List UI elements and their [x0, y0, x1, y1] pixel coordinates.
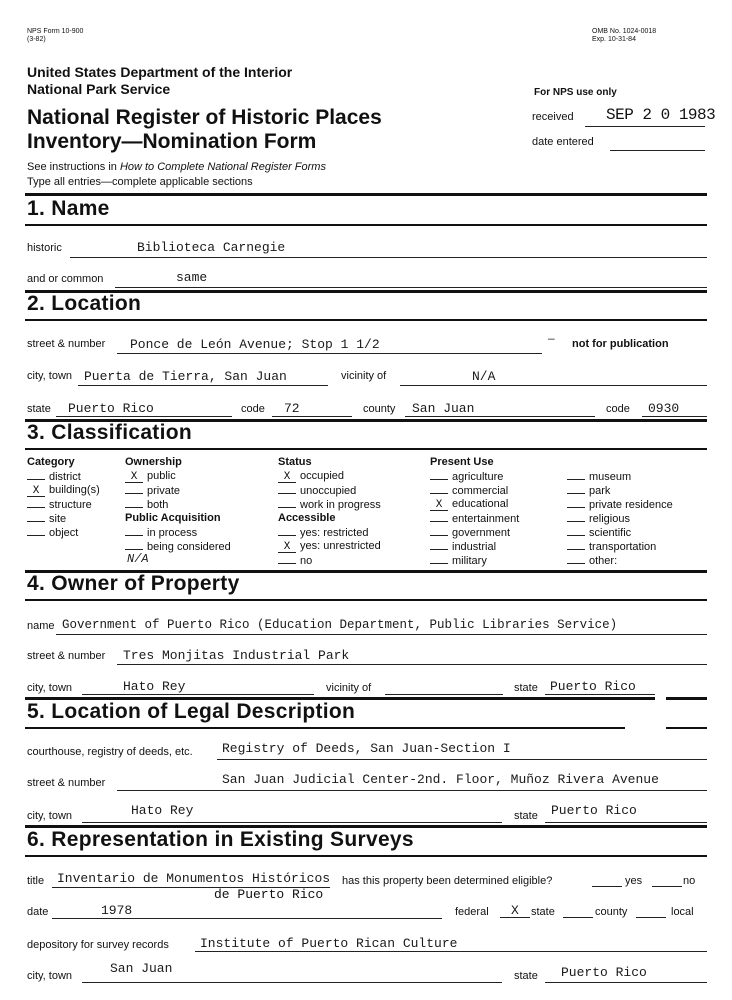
vicinity-label: vicinity of — [341, 370, 387, 382]
checkbox-row[interactable] — [567, 497, 673, 511]
county-survey-label: county — [595, 906, 628, 918]
owner-city-value: Hato Rey — [123, 679, 186, 694]
checkbox-mark[interactable] — [430, 469, 448, 480]
checkbox-row[interactable] — [567, 539, 673, 553]
legal-state-value: Puerto Rico — [551, 803, 637, 818]
depository-city-label: city, town — [27, 970, 73, 982]
present-use-group-2 — [567, 469, 673, 567]
checkbox-label: transportation — [589, 541, 657, 553]
checkbox-label: public — [147, 470, 176, 482]
form-number: NPS Form 10-900 — [27, 28, 84, 35]
owner-state-value: Puerto Rico — [550, 679, 636, 694]
eligible-no-label: no — [683, 875, 696, 887]
checkbox-label: industrial — [452, 541, 497, 553]
checkbox-mark[interactable] — [567, 511, 585, 522]
expiration-date: Exp. 10-31-84 — [592, 36, 636, 43]
present-use-title: Present Use — [430, 456, 494, 468]
local-survey-label: local — [671, 906, 694, 918]
omb-number: OMB No. 1024-0018 — [592, 28, 657, 35]
city-town-label: city, town — [27, 370, 73, 382]
checkbox-row[interactable] — [27, 525, 100, 539]
street-number-label: street & number — [27, 338, 106, 350]
checkbox-mark[interactable] — [278, 497, 296, 508]
checkbox-label: building(s) — [49, 484, 100, 496]
checkbox-mark[interactable] — [27, 511, 45, 522]
checkbox-mark[interactable]: X — [430, 500, 448, 511]
received-label: received — [532, 111, 574, 123]
depository-label: depository for survey records — [27, 939, 169, 951]
form-date: (3-82) — [27, 36, 46, 43]
checkbox-mark[interactable] — [125, 497, 143, 508]
county-label: county — [363, 403, 396, 415]
survey-date-value: 1978 — [101, 903, 133, 918]
county-code-label: code — [606, 403, 630, 415]
checkbox-label: occupied — [300, 470, 345, 482]
legal-city-label: city, town — [27, 810, 73, 822]
checkbox-label: no — [300, 555, 313, 567]
eligible-question: has this property been determined eligible? — [342, 875, 553, 887]
checkbox-mark[interactable] — [567, 553, 585, 564]
checkbox-label: in process — [147, 527, 198, 539]
ownership-group — [125, 455, 231, 553]
legal-state-label: state — [514, 810, 538, 822]
received-stamp: SEP 2 0 1983 — [606, 106, 716, 124]
checkbox-mark[interactable] — [27, 497, 45, 508]
checkbox-row[interactable] — [430, 469, 519, 483]
checkbox-mark[interactable] — [430, 539, 448, 550]
state-survey-mark: X — [511, 903, 519, 918]
state-code-label: code — [241, 403, 265, 415]
not-for-publication-label: not for publication — [572, 338, 669, 350]
checkbox-mark[interactable] — [27, 525, 45, 536]
checkbox-row[interactable] — [430, 539, 519, 553]
checkbox-mark[interactable] — [430, 525, 448, 536]
nps-use-label: For NPS use only — [534, 87, 617, 98]
checkbox-label: work in progress — [300, 499, 381, 511]
checkbox-label: educational — [452, 498, 509, 510]
eligible-yes-label: yes — [625, 875, 643, 887]
checkbox-label: site — [49, 513, 67, 525]
checkbox-row[interactable] — [278, 497, 381, 511]
courthouse-value: Registry of Deeds, San Juan-Section I — [222, 741, 511, 756]
checkbox-label: unoccupied — [300, 485, 357, 497]
checkbox-row[interactable] — [125, 497, 231, 511]
instructions-line1: See instructions in How to Complete National Register Forms — [27, 161, 326, 173]
checkbox-label: religious — [589, 513, 630, 525]
department: United States Department of the Interior — [27, 64, 293, 80]
instructions-line2: Type all entries—complete applicable sections — [27, 176, 253, 188]
checkbox-mark[interactable] — [278, 525, 296, 536]
checkbox-label: private residence — [589, 499, 673, 511]
legal-street-label: street & number — [27, 777, 106, 789]
checkbox-row[interactable] — [567, 483, 673, 497]
section-2-heading: 2. Location — [27, 292, 142, 315]
owner-state-label: state — [514, 682, 538, 694]
street-value: Ponce de León Avenue; Stop 1 1/2 — [130, 337, 380, 352]
form-title-line1: National Register of Historic Places — [27, 106, 382, 129]
checkbox-mark[interactable] — [430, 553, 448, 564]
acquisition-note: N/A — [127, 552, 149, 566]
historic-name-value: Biblioteca Carnegie — [137, 240, 286, 255]
present-use-group — [430, 455, 519, 567]
checkbox-mark[interactable]: X — [27, 486, 45, 497]
legal-street-value: San Juan Judicial Center-2nd. Floor, Muñoz Rivera Avenue — [222, 772, 659, 787]
checkbox-label: object — [49, 527, 79, 539]
form-title-line2: Inventory—Nomination Form — [27, 130, 317, 153]
county-value: San Juan — [412, 401, 475, 416]
checkbox-row[interactable] — [278, 469, 381, 483]
checkbox-mark[interactable] — [27, 469, 45, 480]
checkbox-mark[interactable]: X — [278, 472, 296, 483]
state-survey-label: state — [531, 906, 555, 918]
owner-street-label: street & number — [27, 650, 106, 662]
checkbox-row[interactable] — [27, 483, 100, 497]
state-value: Puerto Rico — [68, 401, 154, 416]
owner-city-label: city, town — [27, 682, 73, 694]
survey-title-value-1: Inventario de Monumentos Históricos — [57, 871, 331, 886]
state-code-value: 72 — [284, 401, 300, 416]
checkbox-row[interactable] — [278, 525, 381, 539]
legal-city-value: Hato Rey — [131, 803, 194, 818]
checkbox-row[interactable] — [27, 497, 100, 511]
vicinity-value: N/A — [472, 369, 496, 384]
service: National Park Service — [27, 81, 171, 97]
common-name-value: same — [176, 270, 208, 285]
category-title: Category — [27, 456, 75, 468]
checkbox-row[interactable] — [567, 525, 673, 539]
accessible-title: Accessible — [278, 512, 336, 524]
checkbox-mark[interactable]: X — [278, 542, 296, 553]
checkbox-mark[interactable] — [430, 511, 448, 522]
checkbox-row[interactable] — [430, 497, 519, 511]
checkbox-label: being considered — [147, 541, 231, 553]
section-4-heading: 4. Owner of Property — [27, 572, 240, 595]
checkbox-mark[interactable] — [278, 483, 296, 494]
checkbox-label: park — [589, 485, 611, 497]
checkbox-row[interactable] — [125, 525, 231, 539]
checkbox-label: museum — [589, 471, 632, 483]
historic-label: historic — [27, 242, 62, 254]
checkbox-row[interactable] — [27, 511, 100, 525]
status-title: Status — [278, 456, 312, 468]
checkbox-mark[interactable] — [567, 497, 585, 508]
section-6-heading: 6. Representation in Existing Surveys — [27, 828, 414, 851]
city-value: Puerta de Tierra, San Juan — [84, 369, 287, 384]
ownership-title: Ownership — [125, 456, 182, 468]
checkbox-mark[interactable]: X — [125, 472, 143, 483]
checkbox-row[interactable] — [430, 511, 519, 525]
courthouse-label: courthouse, registry of deeds, etc. — [27, 746, 193, 758]
acquisition-title: Public Acquisition — [125, 512, 221, 524]
checkbox-label: military — [452, 555, 487, 567]
checkbox-mark[interactable] — [278, 553, 296, 564]
checkbox-mark[interactable] — [567, 539, 585, 550]
checkbox-row[interactable] — [278, 553, 381, 567]
checkbox-label: district — [49, 471, 81, 483]
depository-value: Institute of Puerto Rican Culture — [200, 936, 458, 951]
county-code-value: 0930 — [648, 401, 680, 416]
checkbox-row[interactable] — [430, 525, 519, 539]
owner-vicinity-label: vicinity of — [326, 682, 372, 694]
checkbox-label: yes: restricted — [300, 527, 369, 539]
checkbox-label: entertainment — [452, 513, 520, 525]
checkbox-label: commercial — [452, 485, 509, 497]
owner-name-label: name — [27, 620, 55, 632]
checkbox-row[interactable] — [430, 553, 519, 567]
category-group — [27, 455, 100, 539]
checkbox-row[interactable] — [278, 483, 381, 497]
checkbox-mark[interactable] — [125, 539, 143, 550]
checkbox-row[interactable] — [125, 483, 231, 497]
checkbox-row[interactable] — [278, 539, 381, 553]
depository-state-label: state — [514, 970, 538, 982]
checkbox-label: private — [147, 485, 181, 497]
checkbox-mark[interactable] — [430, 483, 448, 494]
checkbox-row[interactable] — [125, 469, 231, 483]
section-3-heading: 3. Classification — [27, 421, 192, 444]
not-for-publication-mark: — — [548, 334, 555, 346]
checkbox-row[interactable] — [125, 539, 231, 553]
checkbox-row[interactable] — [567, 553, 673, 567]
survey-title-value-2: de Puerto Rico — [214, 887, 324, 902]
depository-city-value: San Juan — [110, 961, 173, 976]
checkbox-row[interactable] — [567, 511, 673, 525]
date-entered-label: date entered — [532, 136, 594, 148]
checkbox-label: both — [147, 499, 169, 511]
checkbox-label: structure — [49, 499, 92, 511]
checkbox-label: yes: unrestricted — [300, 540, 381, 552]
checkbox-mark[interactable] — [567, 469, 585, 480]
section-1-heading: 1. Name — [27, 197, 110, 220]
checkbox-row[interactable] — [430, 483, 519, 497]
checkbox-mark[interactable] — [125, 525, 143, 536]
status-group — [278, 455, 381, 567]
checkbox-mark[interactable] — [125, 483, 143, 494]
checkbox-label: government — [452, 527, 511, 539]
state-label: state — [27, 403, 51, 415]
survey-date-label: date — [27, 906, 49, 918]
checkbox-row[interactable] — [27, 469, 100, 483]
depository-state-value: Puerto Rico — [561, 965, 647, 980]
owner-street-value: Tres Monjitas Industrial Park — [123, 648, 350, 663]
checkbox-label: agriculture — [452, 471, 504, 483]
checkbox-row[interactable] — [567, 469, 673, 483]
checkbox-mark[interactable] — [567, 525, 585, 536]
checkbox-label: other: — [589, 555, 618, 567]
federal-label: federal — [455, 906, 489, 918]
checkbox-mark[interactable] — [567, 483, 585, 494]
survey-title-label: title — [27, 875, 45, 887]
owner-name-value: Government of Puerto Rico (Education Department, Public Libraries Service) — [62, 618, 618, 632]
common-name-label: and or common — [27, 273, 104, 285]
checkbox-label: scientific — [589, 527, 632, 539]
section-5-heading: 5. Location of Legal Description — [27, 700, 356, 723]
